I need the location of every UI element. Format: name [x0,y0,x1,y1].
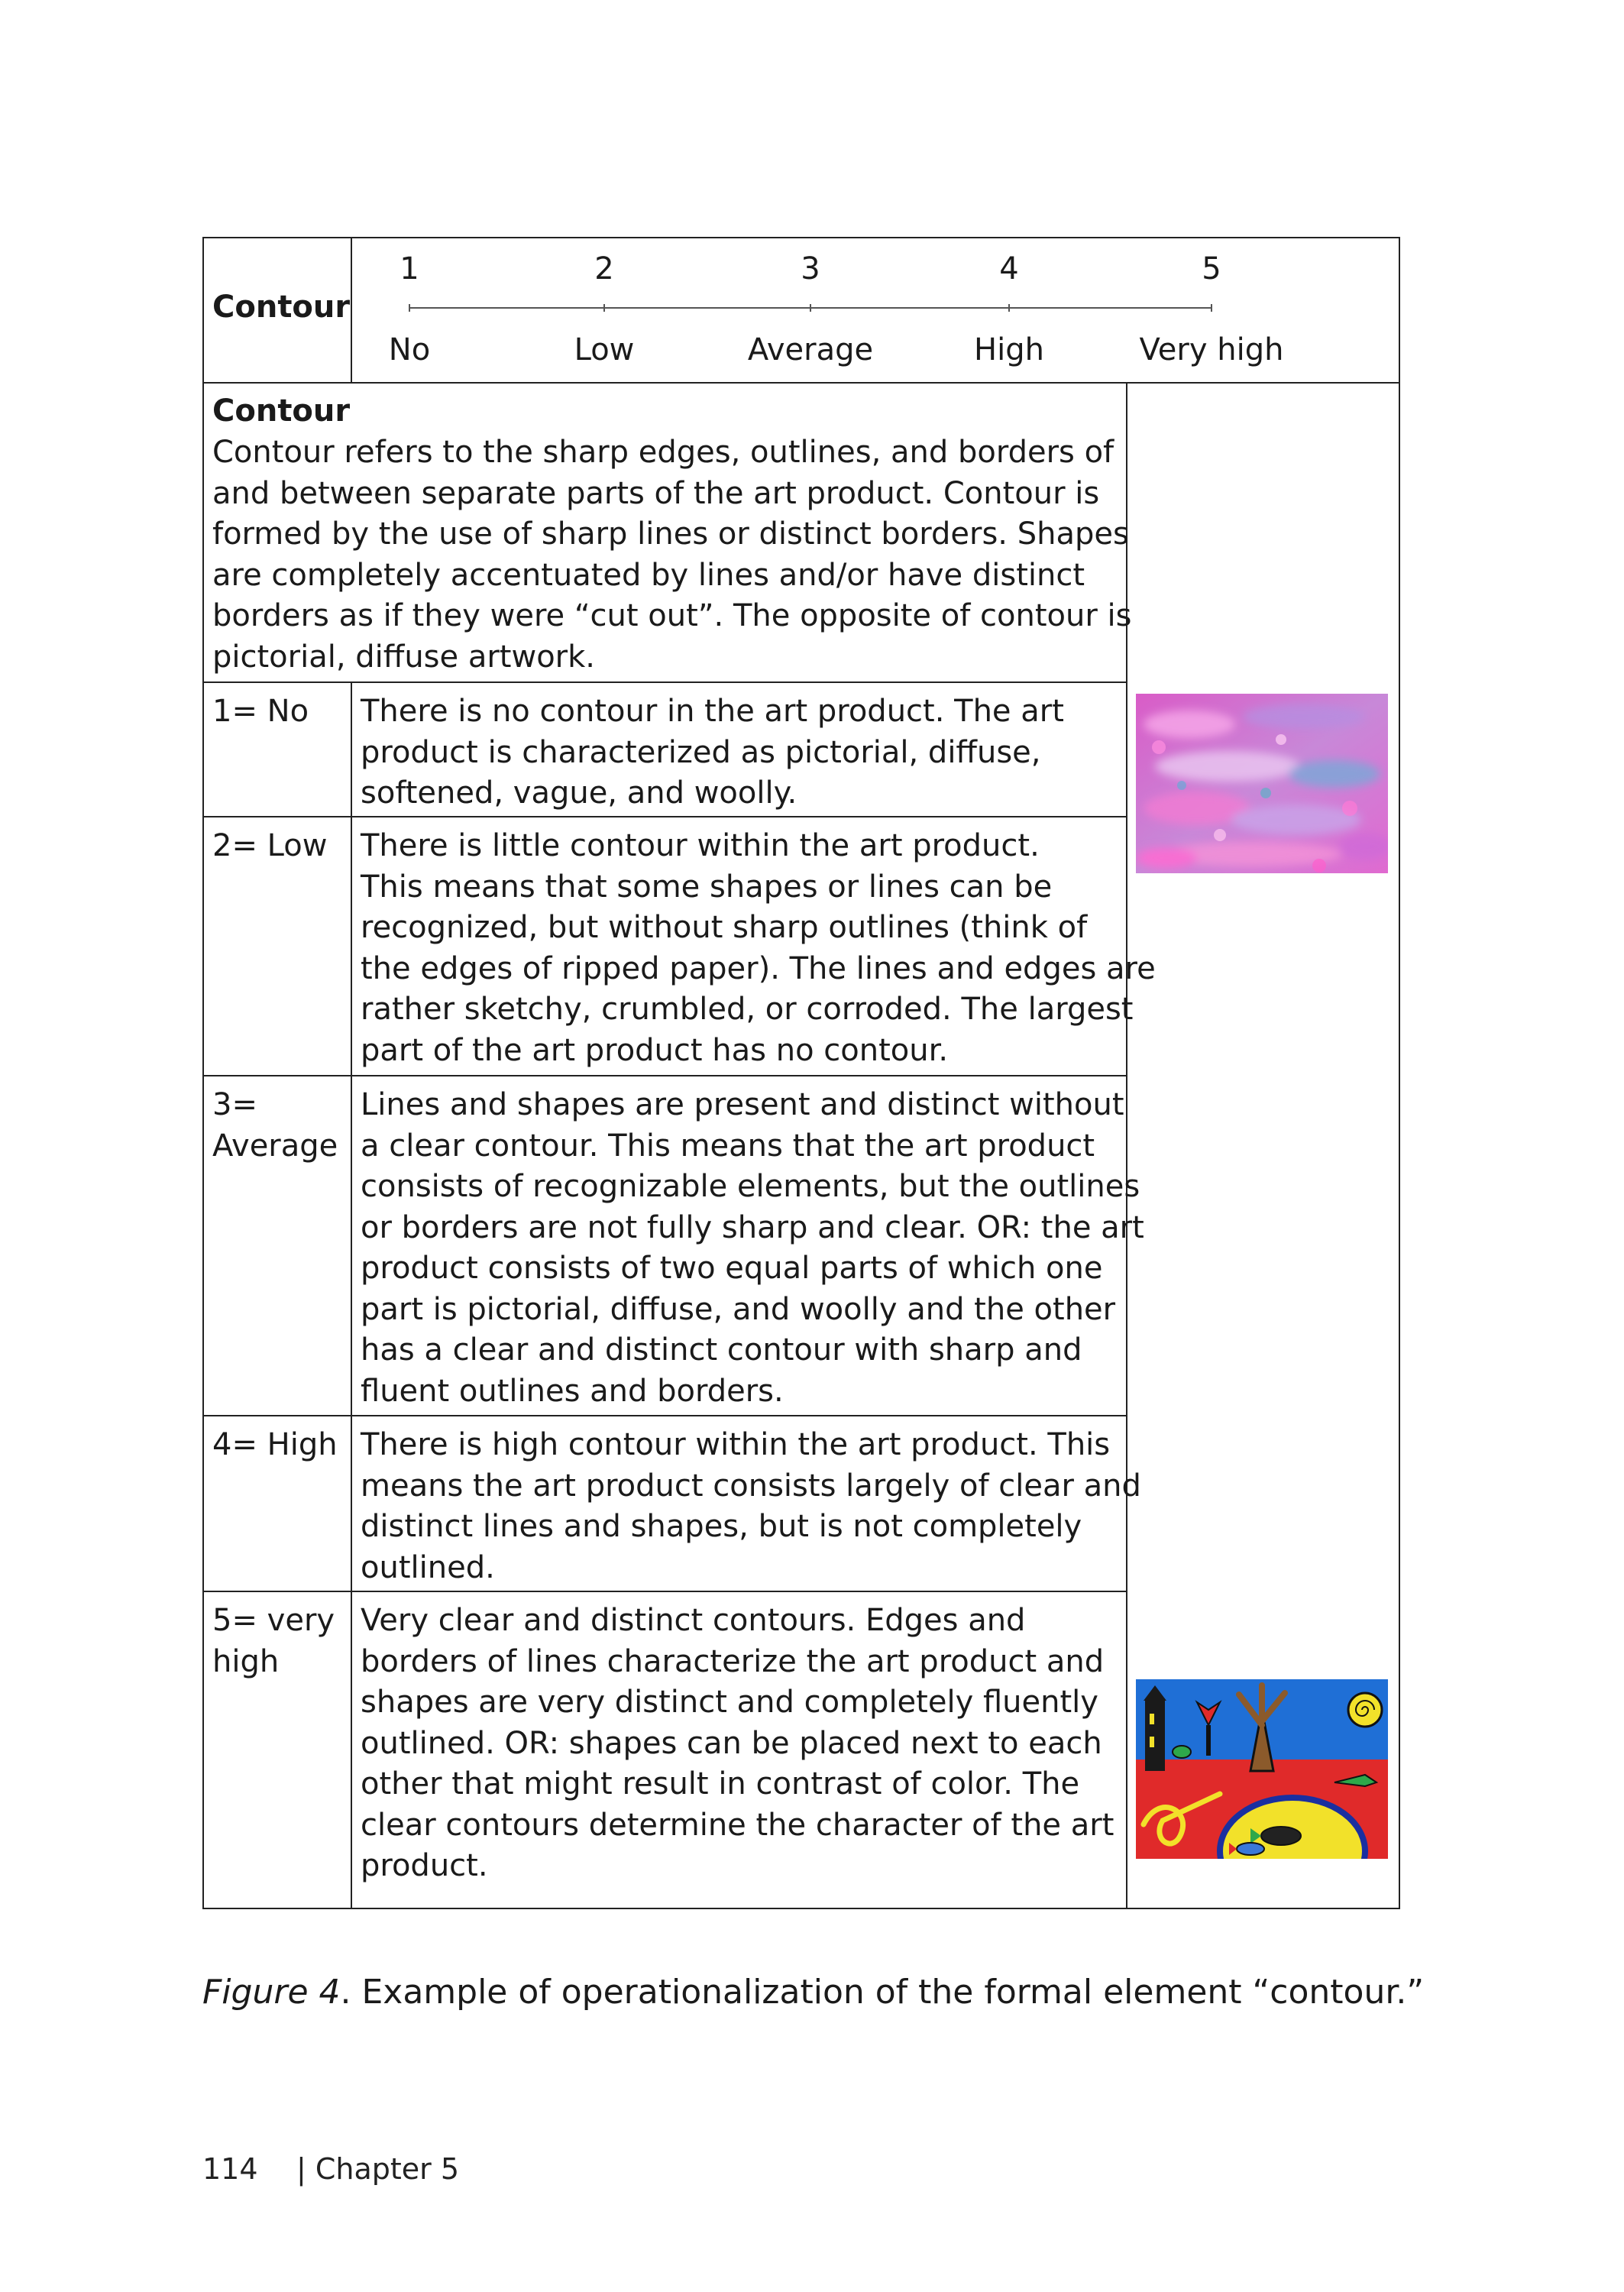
definition-line: pictorial, diffuse artwork. [212,639,595,675]
scale-number-5: 5 [1202,251,1221,286]
level-3-description: consists of recognizable elements, but the outlines [361,1169,1140,1204]
level-3-description: part is pictorial, diffuse, and woolly and the other [361,1292,1116,1327]
level-4-description: outlined. [361,1550,495,1585]
level-5-label: high [212,1644,280,1679]
level-1-description: product is characterized as pictorial, diffuse, [361,735,1041,770]
figure-caption [202,1971,1424,2014]
level-3-label: 3= [212,1087,257,1122]
scale-tick-4 [1008,304,1010,312]
definition-line: and between separate parts of the art product. Contour is [212,476,1100,511]
scale-label-1: No [388,332,431,367]
level-3-description: Lines and shapes are present and distinct without [361,1087,1124,1122]
level-2-description: This means that some shapes or lines can be [361,869,1053,905]
header-label: Contour [212,290,351,325]
example-artwork-no-contour [1136,694,1388,873]
scale-number-2: 2 [594,251,614,286]
level-2-label: 2= Low [212,828,328,863]
level-1-description: There is no contour in the art product. The art [361,694,1064,729]
figure-label: Figure 4 [202,1973,341,2012]
definition-line: Contour refers to the sharp edges, outlines, and borders of [212,435,1114,470]
level-1-description: softened, vague, and woolly. [361,775,797,811]
level-3-description: has a clear and distinct contour with sharp and [361,1332,1082,1368]
definition-line: are completely accentuated by lines and/or have distinct [212,558,1085,593]
level-2-description: the edges of ripped paper). The lines and edges are [361,951,1156,986]
level-3-label: Average [212,1128,338,1164]
level-column-divider [351,681,352,1909]
level-5-description: Very clear and distinct contours. Edges and [361,1603,1026,1638]
table-divider-definition [202,681,1127,683]
table-divider-level-4 [202,1591,1127,1592]
level-2-description: There is little contour within the art product. [361,828,1040,863]
scale-tick-2 [603,304,605,312]
scale-label-3: Average [747,332,874,367]
table-divider-header [202,382,1400,384]
chapter-label: | Chapter 5 [296,2152,460,2186]
table-divider-level-1 [202,816,1127,817]
level-3-description: product consists of two equal parts of which one [361,1251,1103,1286]
table-border-bottom [202,1908,1400,1909]
table-divider-level-3 [202,1415,1127,1416]
definition-line: borders as if they were “cut out”. The opposite of contour is [212,598,1132,633]
scale-tick-5 [1211,304,1212,312]
scale-label-5: Very high [1139,332,1284,367]
table-divider-level-2 [202,1075,1127,1076]
scale-number-1: 1 [400,251,419,286]
scale-number-3: 3 [801,251,820,286]
level-5-label: 5= very [212,1603,335,1638]
scale-label-4: High [974,332,1044,367]
scale-label-2: Low [574,332,635,367]
table-border-top [202,237,1400,238]
page-number: 114 [202,2152,258,2186]
level-2-description: recognized, but without sharp outlines (think of [361,910,1088,945]
level-2-description: part of the art product has no contour. [361,1033,949,1068]
scale-number-4: 4 [999,251,1019,286]
level-4-label: 4= High [212,1427,338,1462]
table-border-right [1399,237,1400,1909]
definition-line: formed by the use of sharp lines or distinct borders. Shapes [212,516,1129,552]
scale-tick-1 [409,304,410,312]
level-4-description: means the art product consists largely of clear and [361,1468,1141,1504]
level-4-description: distinct lines and shapes, but is not completely [361,1509,1082,1544]
table-border-left [202,237,204,1909]
figure-caption-text: . Example of operationalization of the formal element “contour.” [340,1973,1425,2012]
level-3-description: fluent outlines and borders. [361,1374,784,1409]
level-2-description: rather sketchy, crumbled, or corroded. The largest [361,992,1134,1027]
level-4-description: There is high contour within the art product. This [361,1427,1111,1462]
scale-tick-3 [810,304,811,312]
level-5-description: outlined. OR: shapes can be placed next to each [361,1726,1102,1761]
example-artwork-very-high-contour [1136,1679,1388,1859]
level-5-description: product. [361,1848,488,1883]
contour-rubric-table [202,237,1400,1909]
level-5-description: borders of lines characterize the art product and [361,1644,1105,1679]
definition-title: Contour [212,393,351,429]
level-5-description: other that might result in contrast of color. The [361,1766,1080,1802]
level-5-description: shapes are very distinct and completely fluently [361,1685,1098,1720]
level-1-label: 1= No [212,694,309,729]
level-3-description: or borders are not fully sharp and clear. OR: the art [361,1210,1144,1245]
level-5-description: clear contours determine the character of the art [361,1808,1114,1843]
level-3-description: a clear contour. This means that the art product [361,1128,1095,1164]
